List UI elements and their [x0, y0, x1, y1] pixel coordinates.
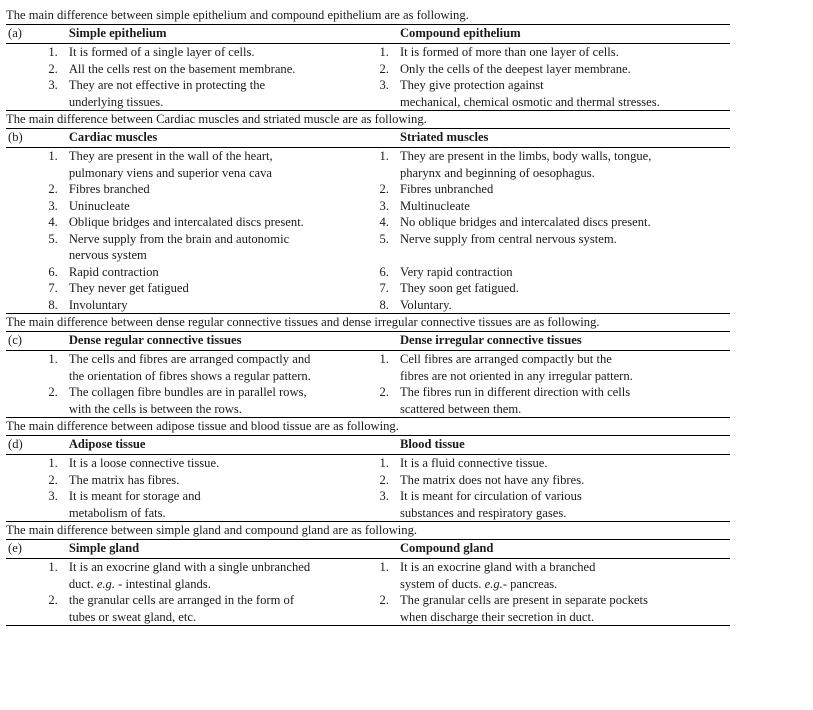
left-item-text — [69, 559, 367, 593]
text-line: underlying tissues. — [68, 94, 164, 109]
right-item-text — [400, 559, 730, 593]
text-line: substances and respiratory gases. — [399, 505, 567, 520]
left-item-number: 3. — [6, 488, 69, 522]
section-intro: The main difference between simple epithelium and compound epithelium are as following. — [6, 8, 469, 22]
right-item-number: 1. — [379, 352, 389, 366]
table-row — [6, 77, 730, 111]
text-line: mechanical, chemical osmotic and thermal stresses. — [399, 94, 660, 109]
table-row — [6, 280, 730, 297]
left-item-number: 2. — [48, 182, 58, 196]
text-line: Nerve supply from the brain and autonomic — [68, 231, 290, 246]
right-item-text — [400, 181, 730, 198]
right-item-text — [400, 351, 730, 385]
table-row — [6, 559, 730, 593]
text-line: fibres are not oriented in any irregular pattern. — [399, 368, 633, 383]
right-item-text — [400, 77, 730, 111]
left-column-title: Cardiac muscles — [69, 129, 367, 148]
text-line: Fibres unbranched — [399, 182, 494, 196]
left-item-number: 8. — [6, 297, 69, 314]
left-item-number: 3. — [48, 198, 58, 213]
table-row — [6, 297, 730, 314]
left-item-number: 2. — [48, 472, 58, 487]
left-item-text — [69, 351, 367, 385]
text-line: Only the cells of the deepest layer membrane. — [399, 61, 631, 76]
text-line: They are present in the wall of the heart, — [68, 149, 273, 163]
text-line: No oblique bridges and intercalated discs present. — [399, 215, 651, 229]
left-column-title: Dense regular connective tissues — [69, 332, 367, 351]
table-row — [6, 264, 730, 281]
table-row — [6, 231, 730, 264]
text-line: It is an exocrine gland with a single unbranched — [68, 560, 311, 574]
text-line: the granular cells are arranged in the form of — [68, 593, 295, 607]
left-item-number: 1. — [48, 560, 58, 574]
left-item-text — [69, 592, 367, 626]
text-line: when discharge their secretion in duct. — [399, 609, 595, 624]
left-item-number: 1. — [48, 352, 58, 366]
left-item-number: 2. — [48, 61, 58, 76]
left-column-title: Simple epithelium — [69, 25, 367, 44]
right-item-text — [400, 472, 730, 489]
text-line: The collagen fibre bundles are in parallel rows, — [68, 385, 307, 399]
left-item-number: 2. — [6, 592, 69, 626]
text-line: Oblique bridges and intercalated discs present. — [68, 215, 304, 229]
table-header-row — [6, 25, 730, 44]
text-line: scattered between them. — [399, 401, 522, 416]
text-line: The matrix does not have any fibres. — [399, 472, 585, 487]
header-gap — [367, 25, 400, 44]
text-line: They give protection against — [399, 78, 544, 92]
table-row — [6, 384, 730, 418]
left-item-number: 5. — [48, 231, 58, 246]
left-item-text — [69, 44, 367, 61]
right-item-number: 1. — [379, 560, 389, 574]
section-intro: The main difference between adipose tissue and blood tissue are as following. — [6, 419, 399, 433]
text-line: pharynx and beginning of oesophagus. — [399, 165, 595, 180]
text-line: The granular cells are present in separate pockets — [399, 593, 648, 607]
comparison-table — [6, 435, 730, 522]
right-column-title: Striated muscles — [400, 129, 730, 148]
left-item-text — [69, 77, 367, 111]
header-gap — [367, 436, 400, 455]
comparison-table — [6, 24, 730, 111]
text-line: It is meant for circulation of various — [399, 489, 582, 503]
header-gap — [367, 540, 400, 559]
right-item-number: 3. — [367, 77, 400, 111]
text-line: Rapid contraction — [68, 264, 159, 279]
right-item-number: 2. — [379, 61, 389, 76]
table-row — [6, 214, 730, 231]
section-label: (d) — [6, 436, 69, 455]
text-line: It is a loose connective tissue. — [68, 456, 220, 470]
right-item-text — [400, 297, 730, 314]
table-row — [6, 148, 730, 182]
text-line: The matrix has fibres. — [68, 472, 180, 487]
right-column-title: Compound epithelium — [400, 25, 730, 44]
header-gap — [367, 129, 400, 148]
text-line: metabolism of fats. — [68, 505, 166, 520]
left-item-number: 1. — [48, 149, 58, 163]
header-gap — [367, 332, 400, 351]
table-row — [6, 181, 730, 198]
left-item-number: 2. — [6, 384, 69, 418]
right-item-text — [400, 488, 730, 522]
section-label: (c) — [6, 332, 69, 351]
left-item-text — [69, 198, 367, 215]
left-item-number: 1. — [48, 45, 58, 59]
document-page — [6, 7, 730, 626]
right-item-text — [400, 148, 730, 182]
text-line: Fibres branched — [68, 182, 150, 196]
table-row — [6, 472, 730, 489]
table-row — [6, 198, 730, 215]
right-item-number: 8. — [367, 297, 400, 314]
left-item-text — [69, 384, 367, 418]
right-item-number: 7. — [379, 281, 389, 295]
left-item-text — [69, 214, 367, 231]
text-line: the orientation of fibres shows a regular pattern. — [68, 368, 311, 383]
right-item-number: 1. — [379, 456, 389, 470]
right-item-text — [400, 231, 730, 264]
right-item-number: 6. — [379, 264, 389, 279]
right-item-text — [400, 280, 730, 297]
right-item-text — [400, 214, 730, 231]
left-item-text — [69, 181, 367, 198]
text-line: pulmonary viens and superior vena cava — [68, 165, 273, 180]
left-item-text — [69, 280, 367, 297]
text-line: Uninucleate — [68, 198, 130, 213]
comparison-table — [6, 331, 730, 418]
right-item-number: 3. — [379, 198, 389, 213]
right-item-number: 2. — [379, 472, 389, 487]
right-item-text — [400, 384, 730, 418]
right-item-text — [400, 44, 730, 61]
comparison-table — [6, 128, 730, 314]
table-row — [6, 455, 730, 472]
right-item-number: 1. — [379, 149, 389, 163]
left-item-number: 1. — [48, 456, 58, 470]
right-column-title: Blood tissue — [400, 436, 730, 455]
left-item-number: 4. — [48, 215, 58, 229]
left-item-text — [69, 488, 367, 522]
section-intro: The main difference between simple gland and compound gland are as following. — [6, 523, 418, 537]
text-line: nervous system — [68, 248, 147, 262]
text-line: It is a fluid connective tissue. — [399, 456, 548, 470]
text-line: Very rapid contraction — [399, 264, 513, 279]
text-line: Involuntary — [68, 297, 128, 312]
text-line: They soon get fatigued. — [399, 281, 519, 295]
text-line: Nerve supply from central nervous system. — [399, 231, 617, 246]
left-item-text — [69, 148, 367, 182]
right-item-text — [400, 264, 730, 281]
left-item-text — [69, 297, 367, 314]
text-line: The fibres run in different direction with cells — [399, 385, 631, 399]
right-item-text — [400, 61, 730, 78]
right-item-text — [400, 198, 730, 215]
text-line: It is formed of a single layer of cells. — [68, 45, 255, 59]
table-header-row — [6, 332, 730, 351]
section-intro: The main difference between dense regular connective tissues and dense irregular connective tissues are as following. — [6, 315, 600, 329]
text-line: It is an exocrine gland with a branched — [399, 560, 596, 574]
text-line: tubes or sweat gland, etc. — [68, 609, 197, 624]
table-row — [6, 592, 730, 626]
right-column-title: Dense irregular connective tissues — [400, 332, 730, 351]
right-item-number: 3. — [367, 488, 400, 522]
table-row — [6, 44, 730, 61]
left-item-text — [69, 231, 367, 264]
section-label: (b) — [6, 129, 69, 148]
eg-abbrev: e.g. — [484, 576, 503, 591]
section-label: (e) — [6, 540, 69, 559]
comparison-table — [6, 539, 730, 626]
right-item-text — [400, 455, 730, 472]
table-header-row — [6, 540, 730, 559]
table-row — [6, 61, 730, 78]
text-line: The cells and fibres are arranged compactly and — [68, 352, 311, 366]
section-label: (a) — [6, 25, 69, 44]
right-item-number: 1. — [379, 45, 389, 59]
left-item-text — [69, 455, 367, 472]
text-line: Multinucleate — [399, 198, 470, 213]
table-header-row — [6, 129, 730, 148]
left-item-number: 7. — [48, 281, 58, 295]
right-item-number: 4. — [379, 215, 389, 229]
section-intro: The main difference between Cardiac muscles and striated muscle are as following. — [6, 112, 427, 126]
text-line: with the cells is between the rows. — [68, 401, 242, 416]
text-line: They are present in the limbs, body walls, tongue, — [399, 149, 652, 163]
left-item-number: 3. — [6, 77, 69, 111]
right-item-number: 5. — [379, 231, 389, 246]
text-line: They are not effective in protecting the — [68, 78, 266, 92]
right-item-number: 2. — [367, 384, 400, 418]
text-line: duct. e.g. - intestinal glands. — [68, 576, 211, 591]
left-item-text — [69, 264, 367, 281]
left-item-number: 6. — [48, 264, 58, 279]
table-header-row — [6, 436, 730, 455]
left-column-title: Simple gland — [69, 540, 367, 559]
eg-abbrev: e.g. — [96, 576, 115, 591]
right-item-text — [400, 592, 730, 626]
text-line: Cell fibres are arranged compactly but the — [399, 352, 612, 366]
right-column-title: Compound gland — [400, 540, 730, 559]
text-line: Voluntary. — [399, 297, 452, 312]
table-row — [6, 351, 730, 385]
text-line: They never get fatigued — [68, 281, 189, 295]
text-line: All the cells rest on the basement membrane. — [68, 61, 296, 76]
right-item-number: 2. — [379, 182, 389, 196]
text-line: It is meant for storage and — [68, 489, 201, 503]
right-item-number: 2. — [367, 592, 400, 626]
left-column-title: Adipose tissue — [69, 436, 367, 455]
table-row — [6, 488, 730, 522]
text-line: It is formed of more than one layer of cells. — [399, 45, 619, 59]
text-line: system of ducts. e.g.- pancreas. — [399, 576, 558, 591]
left-item-text — [69, 61, 367, 78]
left-item-text — [69, 472, 367, 489]
